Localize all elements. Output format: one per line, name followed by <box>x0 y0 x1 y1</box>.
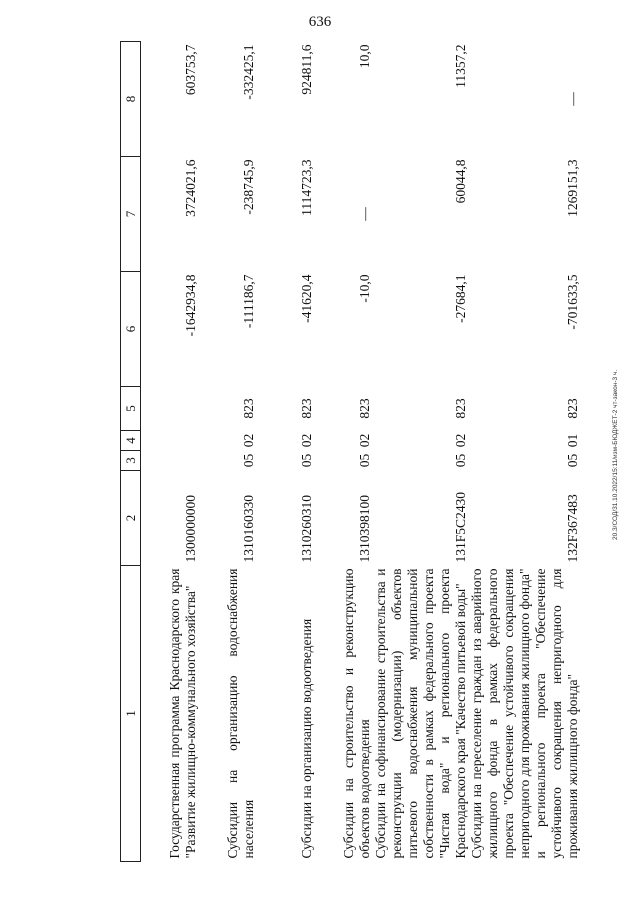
row-section: 05 <box>357 453 372 468</box>
table-row <box>315 42 373 862</box>
row-code: 132F367483 <box>565 494 580 563</box>
row-name <box>469 566 581 862</box>
row-value-col7: — <box>357 207 372 221</box>
table-header-row <box>121 42 141 862</box>
table-row <box>257 42 315 862</box>
row-value-col6: -41620,4 <box>299 274 314 323</box>
row-code: 131F5C2430 <box>453 491 468 563</box>
row-subsection: 01 <box>565 433 580 448</box>
row-expense-type: 823 <box>241 398 256 419</box>
table-row <box>141 42 200 862</box>
row-code: 1310398100 <box>357 495 372 563</box>
row-expense-type: 823 <box>357 398 372 419</box>
row-subsection: 02 <box>299 433 314 448</box>
row-value-col8: 11357,2 <box>453 44 468 88</box>
row-code: 1300000000 <box>183 495 198 563</box>
header-col-1: 1 <box>121 566 141 862</box>
row-name-text: Субсидии на организацию водоотведения <box>299 618 314 859</box>
row-subsection: 02 <box>241 433 256 448</box>
rotated-table-container <box>120 42 606 862</box>
table-row <box>373 42 469 862</box>
header-col-6: 6 <box>121 272 141 387</box>
row-value-col7: 60044,8 <box>453 159 468 204</box>
row-value-col7: 1269151,3 <box>565 159 580 217</box>
row-value-col8: 603753,7 <box>183 44 198 96</box>
row-section: 05 <box>565 453 580 468</box>
header-col-2: 2 <box>121 471 141 566</box>
table-row <box>469 42 581 862</box>
row-name-text: Субсидии на переселение граждан из аварийного жилищного фонда в рамках федерального проекта "Обеспечение устойчивого сокращения непригодного для проживания жилищного фонда" и регионального проекта "Обеспечение устойчивого сокращения непригодного для проживания жилищного фонда" <box>469 568 580 859</box>
row-code: 1310160330 <box>241 495 256 563</box>
header-col-8: 8 <box>121 42 141 157</box>
header-col-3: 3 <box>121 451 141 471</box>
row-value-col6: -10,0 <box>357 274 372 303</box>
table-row <box>199 42 257 862</box>
row-value-col6: -1642934,8 <box>183 274 198 337</box>
row-value-col6: -27684,1 <box>453 274 468 323</box>
row-name <box>199 566 257 862</box>
row-name <box>257 566 315 862</box>
page-number: 636 <box>308 14 332 30</box>
row-code: 1310260310 <box>299 495 314 563</box>
header-col-4: 4 <box>121 431 141 451</box>
row-section: 05 <box>241 453 256 468</box>
row-expense-type: 823 <box>299 398 314 419</box>
header-col-5: 5 <box>121 387 141 431</box>
row-value-col8: — <box>565 92 580 106</box>
row-name-text: Субсидии на организацию водоснабжения населения <box>225 568 256 859</box>
row-subsection <box>141 431 200 451</box>
budget-table <box>120 41 581 862</box>
document-footer-code: 20.3/СОД/31.10.2022/15:11/изм-БЮДЖЕТ-2 чт-закон-3 ч. <box>612 369 619 540</box>
row-value-col8: -332425,1 <box>241 44 256 100</box>
row-name <box>141 566 200 862</box>
row-expense-type: 823 <box>453 398 468 419</box>
row-subsection: 02 <box>453 433 468 448</box>
row-expense-type <box>141 387 200 431</box>
header-col-7: 7 <box>121 157 141 272</box>
row-section: 05 <box>453 453 468 468</box>
row-value-col8: 10,0 <box>357 44 372 69</box>
row-subsection: 02 <box>357 433 372 448</box>
row-name <box>373 566 469 862</box>
row-value-col7: 3724021,6 <box>183 159 198 217</box>
row-name-text: Субсидии на софинансирование строительства и реконструкции (модернизации) объектов питьевого водоснабжения муниципальной собственности в рамках федерального проекта "Чистая вода" и регионального проекта Краснодарского края "Качество питьевой воды" <box>373 568 468 859</box>
row-value-col7: 1114723,3 <box>299 159 314 216</box>
row-name-text: Государственная программа Краснодарского края "Развитие жилищно-коммунального хозяйства" <box>167 568 198 859</box>
row-value-col8: 924811,6 <box>299 44 314 95</box>
row-value-col6: -111186,7 <box>241 274 256 329</box>
row-expense-type: 823 <box>565 398 580 419</box>
row-value-col6: -701633,5 <box>565 274 580 330</box>
row-section <box>141 451 200 471</box>
row-value-col7: -238745,9 <box>241 159 256 215</box>
row-name-text: Субсидии на строительство и реконструкцию объектов водоотведения <box>341 568 372 859</box>
row-section: 05 <box>299 453 314 468</box>
row-name <box>315 566 373 862</box>
